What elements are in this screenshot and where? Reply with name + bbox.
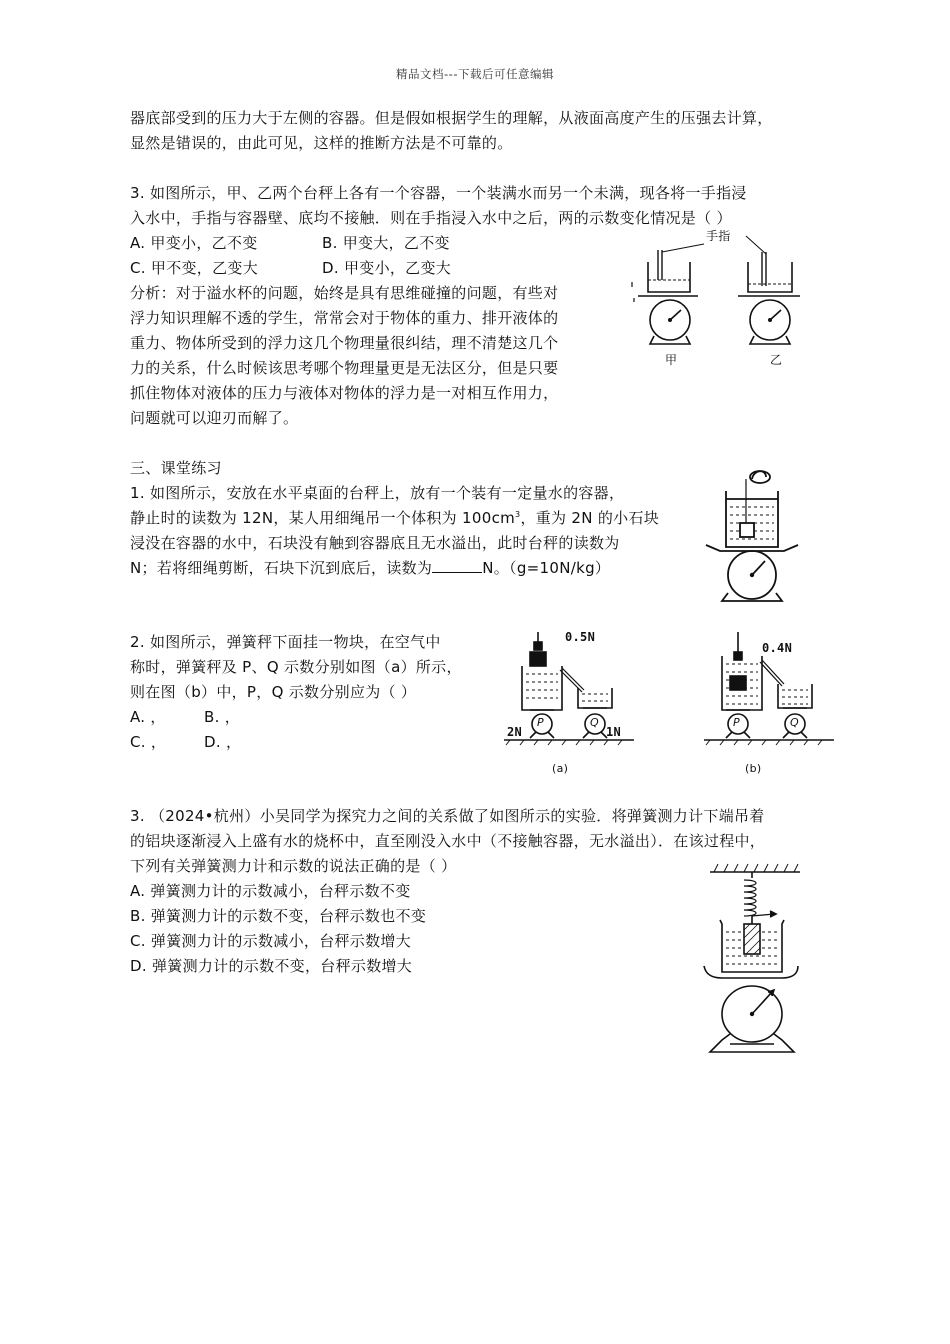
q3-left-label: 甲 xyxy=(665,353,678,367)
p1-line-1: 1. 如图所示，安放在水平桌面的台秤上，放有一个装有一定量水的容器， xyxy=(130,484,625,502)
p2a-p-reading: 2N xyxy=(507,725,523,739)
p3-option-c: C. 弹簧测力计的示数减小，台秤示数增大 xyxy=(130,932,412,950)
q3-option-d: D. 甲变小，乙变大 xyxy=(322,259,452,277)
p1-line-2b: ，重为 2N 的小石块 xyxy=(520,509,660,527)
q3-right-label: 乙 xyxy=(770,353,783,367)
q3-option-a: A. 甲变小，乙不变 xyxy=(130,234,258,252)
q3-analysis-line-4: 力的关系，什么时候该思考哪个物理量更是无法区分，但是只要 xyxy=(130,359,559,377)
p3-line-2: 的铝块逐渐浸入上盛有水的烧杯中，直至刚没入水中（不接触容器，无水溢出）．在该过程中， xyxy=(130,832,766,850)
p1-line-4b: N。（g=10N/kg） xyxy=(482,559,611,577)
p2-line-3: 则在图（b）中，P，Q 示数分别应为（ ） xyxy=(130,683,417,701)
p2b-p-label: P xyxy=(733,716,740,729)
p2-option-c: C. ， xyxy=(130,733,167,751)
p2-figure-a xyxy=(500,628,640,778)
p1-line-2 xyxy=(130,506,659,530)
intro-line-2: 显然是错误的，由此可见，这样的推断方法是不可靠的。 xyxy=(130,134,513,152)
p1-line-4a: N；若将细绳剪断，石块下沉到底后，读数为 xyxy=(130,559,433,577)
p2a-q-reading: 1N xyxy=(606,725,622,739)
q3-analysis-line-2: 浮力知识理解不透的学生，常常会对于物体的重力、排开液体的 xyxy=(130,309,559,327)
p1-unit-exponent: 3 xyxy=(515,510,521,519)
p2-option-b: B. ， xyxy=(204,708,241,726)
p2b-q-label: Q xyxy=(790,716,799,729)
p2a-q-label: Q xyxy=(590,716,599,729)
p3-option-b: B. 弹簧测力计的示数不变，台秤示数也不变 xyxy=(130,907,427,925)
q3-stem-line-2: 入水中，手指与容器壁、底均不接触．则在手指浸入水中之后，两的示数变化情况是（ ） xyxy=(130,209,732,227)
p2-line-1: 2. 如图所示，弹簧秤下面挂一物块，在空气中 xyxy=(130,633,441,651)
p3-option-d: D. 弹簧测力计的示数不变，台秤示数增大 xyxy=(130,957,413,975)
p1-line-2a: 静止时的读数为 12N，某人用细绳吊一个体积为 100cm xyxy=(130,509,516,527)
p3-figure-spring-scale xyxy=(700,858,810,1068)
p3-line-1: 3. （2024•杭州）小吴同学为探究力之间的关系做了如图所示的实验．将弹簧测力计下端吊着 xyxy=(130,807,765,825)
p2b-caption: (b) xyxy=(745,762,762,775)
q3-option-b: B. 甲变大，乙不变 xyxy=(322,234,450,252)
q3-analysis-line-1: 分析：对于溢水杯的问题，始终是具有思维碰撞的问题，有些对 xyxy=(130,284,559,302)
q3-stem-line-1: 3. 如图所示，甲、乙两个台秤上各有一个容器，一个装满水而另一个未满，现各将一手指浸 xyxy=(130,184,747,202)
q3-analysis-line-5: 抓住物体对液体的压力与液体对物体的浮力是一对相互作用力， xyxy=(130,384,559,402)
page-header: 精品文档---下载后可任意编辑 xyxy=(396,67,554,81)
intro-line-1: 器底部受到的压力大于左侧的容器。但是假如根据学生的理解，从液面高度产生的压强去计算， xyxy=(130,109,773,127)
p1-figure-scale xyxy=(700,465,810,605)
q3-analysis-line-3: 重力、物体所受到的浮力这几个物理量很纠结，理不清楚这几个 xyxy=(130,334,559,352)
section-title: 三、课堂练习 xyxy=(130,459,222,477)
q3-analysis-line-6: 问题就可以迎刃而解了。 xyxy=(130,409,299,427)
p2a-p-label: P xyxy=(537,716,544,729)
p3-line-3: 下列有关弹簧测力计和示数的说法正确的是（ ） xyxy=(130,857,457,875)
q3-finger-label: 手指 xyxy=(706,229,731,243)
p2-option-d: D. ， xyxy=(204,733,242,751)
q3-option-c: C. 甲不变，乙变大 xyxy=(130,259,259,277)
p1-line-4 xyxy=(130,556,610,580)
p2a-spring-reading: 0.5N xyxy=(565,630,596,644)
q3-figure-scales xyxy=(620,232,820,372)
p2-option-a: A. ， xyxy=(130,708,166,726)
p2a-caption: (a) xyxy=(552,762,569,775)
p1-line-3: 浸没在容器的水中，石块没有触到容器底且无水溢出，此时台秤的读数为 xyxy=(130,534,620,552)
p2-line-2: 称时，弹簧秤及 P、Q 示数分别如图（a）所示， xyxy=(130,658,462,676)
p1-answer-blank[interactable] xyxy=(432,556,482,573)
p2b-spring-reading: 0.4N xyxy=(762,641,793,655)
p3-option-a: A. 弹簧测力计的示数减小，台秤示数不变 xyxy=(130,882,411,900)
